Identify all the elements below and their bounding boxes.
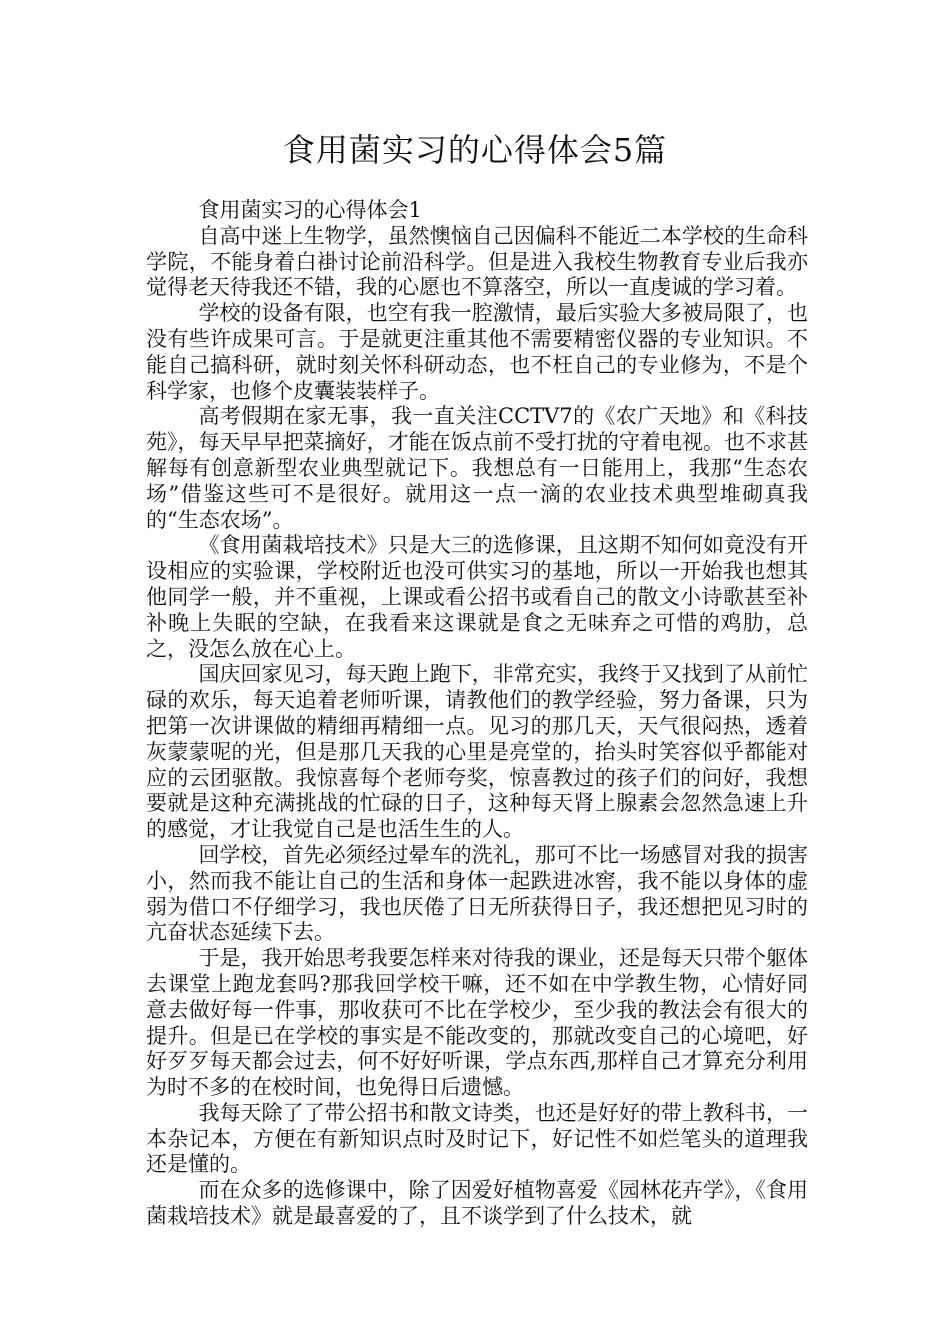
paragraph: 自高中迷上生物学，虽然懊恼自己因偏科不能近二本学校的生命科学院，不能身着白褂讨论前沿科学。但是进入我校生物教育专业后我亦觉得老天待我还不错，我的心愿也不算落空，所以一直虔诚的学习着。 xyxy=(146,223,808,300)
section-heading: 食用菌实习的心得体会1 xyxy=(198,198,422,222)
paragraph: 而在众多的选修课中，除了因爱好植物喜爱《园林花卉学》，《食用菌栽培技术》就是最喜爱的了，且不谈学到了什么技术，就 xyxy=(146,1178,808,1229)
paragraph: 于是，我开始思考我要怎样来对待我的课业，还是每天只带个躯体去课堂上跑龙套吗?那我回学校干嘛，还不如在中学教生物，心情好同意去做好每一件事，那收获可不比在学校少，至少我的教法会有很大的提升。但是已在学校的事实是不能改变的，那就改变自己的心境吧，好好歹歹每天都会过去，何不好好听课，学点东西,那样自己才算充分利用为时不多的在校时间，也免得日后遗憾。 xyxy=(146,946,808,1100)
paragraph: 学校的设备有限，也空有我一腔激情，最后实验大多被局限了，也没有些许成果可言。于是就更注重其他不需要精密仪器的专业知识。不能自己搞科研，就时刻关怀科研动态，也不枉自己的专业修为，不是个科学家，也修个皮囊装装样子。 xyxy=(146,301,808,403)
paragraph: 回学校，首先必须经过晕车的洗礼，那可不比一场感冒对我的损害小，然而我不能让自己的生活和身体一起跌进冰窖，我不能以身体的虚弱为借口不仔细学习，我也厌倦了日无所获得日子，我还想把见习时的亢奋状态延续下去。 xyxy=(146,842,808,945)
paragraph: 《食用菌栽培技术》只是大三的选修课，且这期不知何如竟没有开设相应的实验课，学校附近也没可供实习的基地，所以一开始我也想其他同学一般，并不重视，上课或看公招书或看自己的散文小诗歌甚至补补晚上失眠的空缺，在我看来这课就是食之无味弃之可惜的鸡肋，总之，没怎么放在心上。 xyxy=(146,533,808,661)
paragraph: 我每天除了了带公招书和散文诗类，也还是好好的带上教科书，一本杂记本，方便在有新知识点时及时记下，好记性不如烂笔头的道理我还是懂的。 xyxy=(146,1100,808,1177)
paragraph: 国庆回家见习，每天跑上跑下，非常充实，我终于又找到了从前忙碌的欢乐，每天追着老师听课，请教他们的教学经验，努力备课，只为把第一次讲课做的精细再精细一点。见习的那几天，天气很闷热，透着灰蒙蒙呢的光，但是那几天我的心里是亮堂的，抬头时笑容似乎都能对应的云团驱散。我惊喜每个老师夸奖，惊喜教过的孩子们的问好，我想要就是这种充满挑战的忙碌的日子，这种每天肾上腺素会忽然急速上升的感觉，才让我觉自己是也活生生的人。 xyxy=(146,662,808,842)
document-title: 食用菌实习的心得体会5篇 xyxy=(282,131,668,169)
paragraph: 高考假期在家无事，我一直关注CCTV7的《农广天地》和《科技苑》，每天早早把菜摘好，才能在饭点前不受打扰的守着电视。也不求甚解每有创意新型农业典型就记下。我想总有一日能用上，我那“生态农场”借鉴这些可不是很好。就用这一点一滴的农业技术典型堆砌真我的“生态农场”。 xyxy=(146,404,808,532)
document-body xyxy=(146,198,808,1230)
